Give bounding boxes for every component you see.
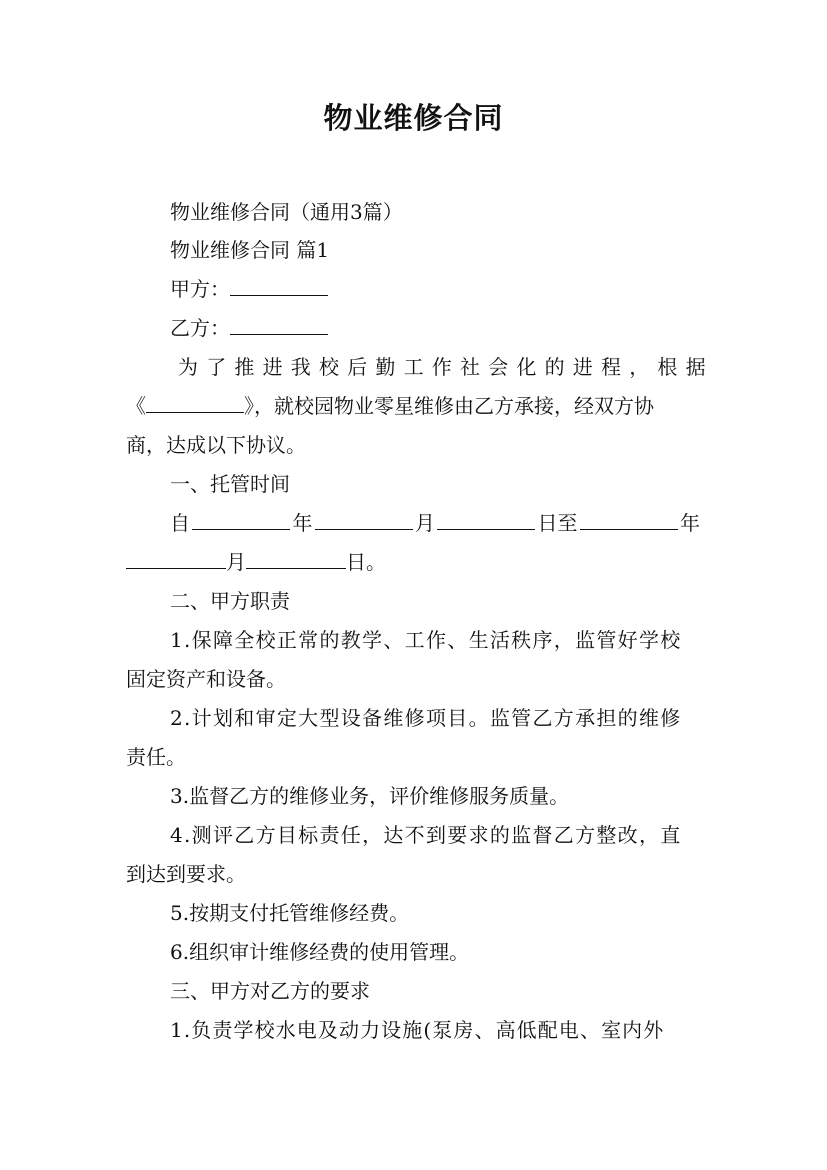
paragraph-line: 3.监督乙方的维修业务，评价维修服务质量。 — [170, 784, 570, 808]
paragraph-line: 1.负责学校水电及动力设施(泵房、高低配电、室内外 — [170, 1018, 665, 1042]
date-range-line: 月 日。 — [126, 550, 386, 574]
paragraph-line: 4.测评乙方目标责任，达不到要求的监督乙方整改，直 — [170, 823, 682, 847]
paragraph-line: 1.保障全校正常的教学、工作、生活秩序，监管好学校 — [170, 628, 682, 652]
end-month-blank — [126, 550, 226, 569]
document-title: 物业维修合同 — [323, 101, 504, 135]
party-a-blank — [230, 277, 328, 296]
party-b-line: 乙方： — [170, 316, 328, 340]
start-year-blank — [192, 511, 290, 530]
document-name-blank — [146, 394, 244, 413]
start-day-blank — [437, 511, 535, 530]
start-month-blank — [315, 511, 413, 530]
paragraph-line: 为了推进我校后勤工作社会化的进程，根据 — [178, 355, 714, 379]
party-a-line: 甲方： — [170, 277, 328, 301]
section-heading: 三、甲方对乙方的要求 — [170, 979, 370, 1003]
end-year-blank — [580, 511, 678, 530]
party-b-blank — [230, 316, 328, 335]
paragraph-line: 2.计划和审定大型设备维修项目。监管乙方承担的维修 — [170, 706, 682, 730]
section-heading: 二、甲方职责 — [170, 589, 290, 613]
paragraph-line: 到达到要求。 — [126, 862, 246, 886]
subtitle: 物业维修合同（通用3篇） — [170, 200, 403, 224]
paragraph-line: 5.按期支付托管维修经费。 — [170, 901, 410, 925]
end-day-blank — [246, 550, 346, 569]
section-heading: 物业维修合同 篇1 — [170, 238, 330, 262]
paragraph-line: 6.组织审计维修经费的使用管理。 — [170, 940, 470, 964]
paragraph-line: 责任。 — [126, 745, 186, 769]
paragraph-line: 商，达成以下协议。 — [126, 433, 306, 457]
paragraph-line: 固定资产和设备。 — [126, 667, 286, 691]
section-heading: 一、托管时间 — [170, 472, 290, 496]
date-range-line: 自 年 月 日至 年 — [170, 511, 700, 535]
paragraph-line: 《 》，就校园物业零星维修由乙方承接，经双方协 — [126, 394, 654, 418]
